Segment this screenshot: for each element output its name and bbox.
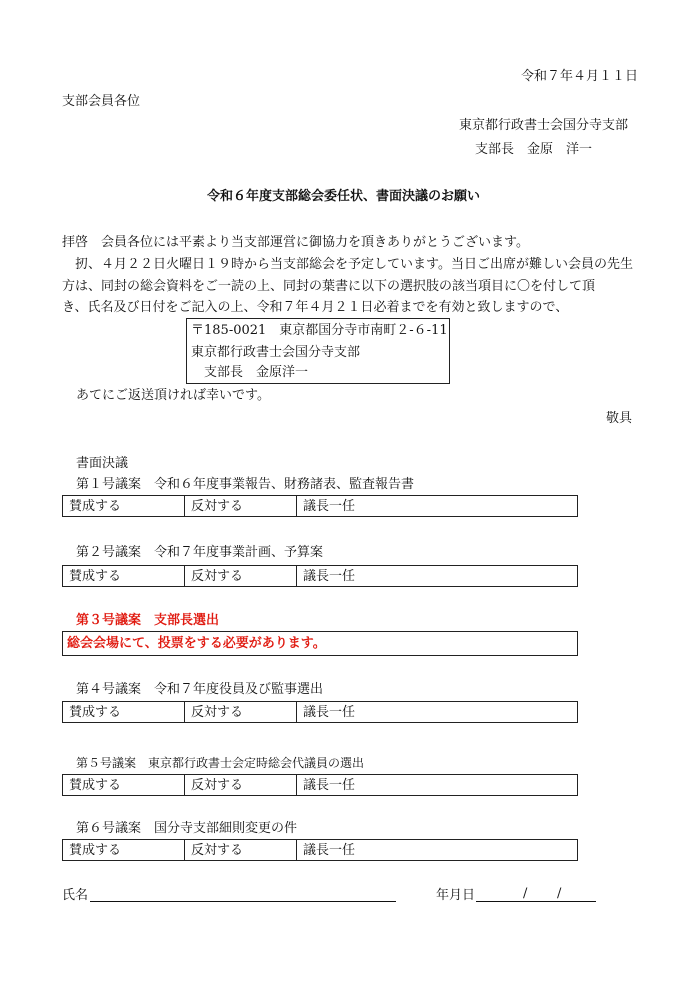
proposal-3-notice-box (62, 631, 578, 656)
proposal-6-label: 第６号議案 国分寺支部細則変更の件 (76, 821, 298, 836)
proposal-4-options (62, 701, 578, 723)
body-line-5: あてにご返送頂ければ幸いです。 (76, 388, 270, 403)
date-input-line[interactable] (476, 887, 596, 902)
proposal-5-options (62, 774, 578, 796)
option-oppose[interactable]: 反対する (185, 775, 297, 796)
proposal-2-label: 第２号議案 令和７年度事業計画、予算案 (76, 545, 324, 560)
name-input-line[interactable] (90, 887, 396, 902)
document-date: 令和７年４月１１日 (521, 69, 639, 84)
sender-organization: 東京都行政書士会国分寺支部 (459, 118, 629, 133)
body-line-2: 扨、４月２２日火曜日１９時から当支部総会を予定しています。当日ご出席が難しい会員の先生 (62, 257, 633, 272)
option-delegate-chair[interactable]: 議長一任 (297, 496, 578, 517)
body-line-4: き、氏名及び日付をご記入の上、令和７年４月２１日必着までを有効と致しますので、 (62, 300, 569, 315)
option-approve[interactable]: 賛成する (63, 566, 185, 587)
option-oppose[interactable]: 反対する (185, 702, 297, 723)
name-label: 氏名 (62, 888, 89, 903)
proposal-3-notice: 総会会場にて、投票をする必要があります。 (67, 636, 326, 651)
option-delegate-chair[interactable]: 議長一任 (297, 702, 578, 723)
option-approve[interactable]: 賛成する (63, 496, 185, 517)
option-oppose[interactable]: 反対する (185, 566, 297, 587)
ballot-heading: 書面決議 (76, 456, 129, 471)
option-delegate-chair[interactable]: 議長一任 (297, 775, 578, 796)
body-line-1: 拝啓 会員各位には平素より当支部運営に御協力を頂きありがとうございます。 (62, 235, 529, 250)
closing-keigu: 敬具 (606, 411, 633, 426)
date-slash-2: / (557, 886, 562, 901)
proposal-3-label: 第３号議案 支部長選出 (76, 613, 220, 628)
option-approve[interactable]: 賛成する (63, 840, 185, 861)
proposal-4-label: 第４号議案 令和７年度役員及び監事選出 (76, 682, 324, 697)
option-approve[interactable]: 賛成する (63, 775, 185, 796)
address-line-3: 支部長 金原洋一 (191, 365, 309, 380)
option-approve[interactable]: 賛成する (63, 702, 185, 723)
proposal-1-options (62, 495, 578, 517)
address-line-2: 東京都行政書士会国分寺支部 (191, 345, 361, 360)
body-line-3: 方は、同封の総会資料をご一読の上、同封の葉書に以下の選択肢の該当項目に〇を付して頂 (62, 279, 596, 294)
addressee: 支部会員各位 (62, 94, 141, 109)
option-delegate-chair[interactable]: 議長一任 (297, 566, 578, 587)
date-label: 年月日 (436, 888, 476, 903)
return-address-box (186, 318, 450, 384)
document-title: 令和６年度支部総会委任状、書面決議のお願い (207, 189, 481, 204)
option-delegate-chair[interactable]: 議長一任 (297, 840, 578, 861)
proposal-2-options (62, 565, 578, 587)
option-oppose[interactable]: 反対する (185, 496, 297, 517)
option-oppose[interactable]: 反対する (185, 840, 297, 861)
proposal-5-text: 第５号議案 東京都行政書士会定時総会代議員の選出 (76, 756, 365, 770)
date-slash-1: / (523, 886, 528, 901)
proposal-6-options (62, 839, 578, 861)
proposal-1-label: 第１号議案 令和６年度事業報告、財務諸表、監査報告書 (76, 477, 415, 492)
proposal-5-label (76, 757, 364, 770)
sender-name: 支部長 金原 洋一 (475, 142, 593, 157)
address-line-1: 〒185-0021 東京都国分寺市南町２-６-11 (191, 323, 448, 338)
